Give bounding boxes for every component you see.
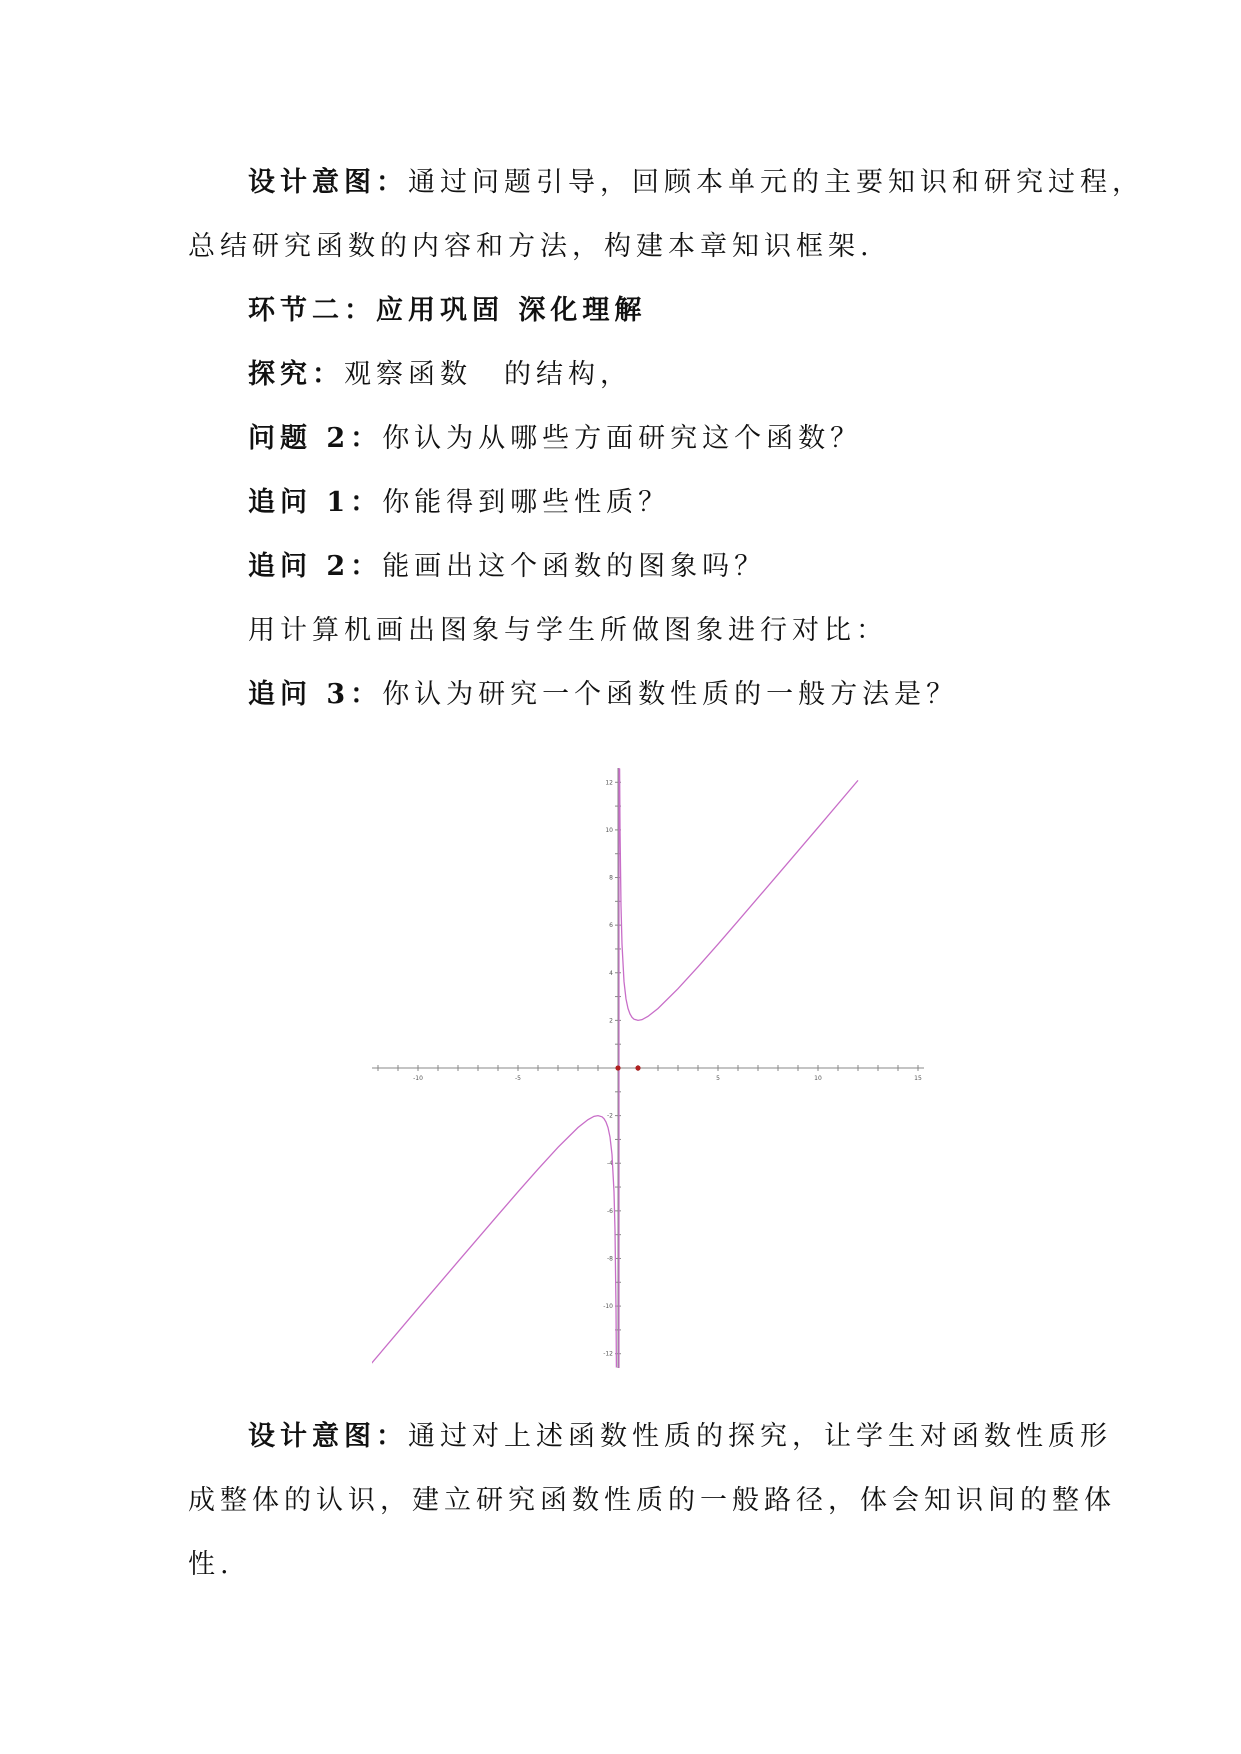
y-tick-label: 8 xyxy=(609,874,613,882)
explore-line xyxy=(248,358,1148,392)
followup-1-label: 追问 1： xyxy=(248,487,383,518)
followup-2-label: 追问 2： xyxy=(248,551,383,582)
followup-3-line xyxy=(248,678,1148,712)
curve-branch-2 xyxy=(372,1116,616,1368)
compare-text: 用计算机画出图象与学生所做图象进行对比： xyxy=(248,615,888,646)
y-tick-label: 10 xyxy=(605,826,613,834)
y-tick-label: -4 xyxy=(607,1160,613,1168)
y-tick-label: -10 xyxy=(603,1303,613,1311)
function-graph xyxy=(372,768,924,1368)
point-1 xyxy=(615,1065,620,1070)
design-intent-1-text: 通过问题引导，回顾本单元的主要知识和研究过程， xyxy=(408,167,1144,198)
design-intent-2-label: 设计意图： xyxy=(248,1421,408,1452)
followup-1-line xyxy=(248,486,1148,520)
curve-branch-1 xyxy=(620,768,858,1020)
x-tick-label: -5 xyxy=(515,1075,521,1082)
function-graph-svg xyxy=(372,768,924,1368)
explore-text: 观察函数 的结构， xyxy=(344,359,632,390)
y-tick-label: 6 xyxy=(609,922,613,930)
question-2-text: 你认为从哪些方面研究这个函数？ xyxy=(382,423,863,454)
design-intent-1-label: 设计意图： xyxy=(248,167,408,198)
y-tick-label: 12 xyxy=(605,779,613,787)
followup-3-label: 追问 3： xyxy=(248,679,383,710)
section-heading: 环节二：应用巩固 深化理解 xyxy=(248,295,647,326)
design-intent-1-line2: 总结研究函数的内容和方法，构建本章知识框架. xyxy=(188,231,874,262)
x-tick-label: -10 xyxy=(413,1075,423,1082)
design-intent-2-line3: 性. xyxy=(188,1549,234,1580)
followup-1-text: 你能得到哪些性质？ xyxy=(382,487,671,518)
design-intent-2-line2: 成整体的认识，建立研究函数性质的一般路径，体会知识间的整体 xyxy=(188,1485,1116,1516)
followup-2-line xyxy=(248,550,1148,584)
design-intent-2-text: 通过对上述函数性质的探究，让学生对函数性质形 xyxy=(408,1421,1112,1452)
y-tick-label: -12 xyxy=(603,1350,613,1358)
x-tick-label: 15 xyxy=(914,1075,922,1082)
y-tick-label: 4 xyxy=(609,969,613,977)
design-intent-2-line1 xyxy=(248,1420,1148,1454)
followup-3-text: 你认为研究一个函数性质的一般方法是？ xyxy=(382,679,959,710)
question-2-label: 问题 2： xyxy=(248,423,383,454)
y-tick-label: -2 xyxy=(607,1112,613,1120)
y-tick-label: 2 xyxy=(609,1017,613,1025)
followup-2-text: 能画出这个函数的图象吗？ xyxy=(382,551,767,582)
y-tick-label: -6 xyxy=(607,1207,613,1215)
design-intent-1-line1 xyxy=(248,166,1148,200)
x-tick-label: 5 xyxy=(716,1075,720,1082)
point-2 xyxy=(635,1065,640,1070)
question-2-line xyxy=(248,422,1148,456)
y-tick-label: -8 xyxy=(607,1255,613,1263)
explore-label: 探究： xyxy=(248,359,344,390)
x-tick-label: 10 xyxy=(814,1075,822,1082)
